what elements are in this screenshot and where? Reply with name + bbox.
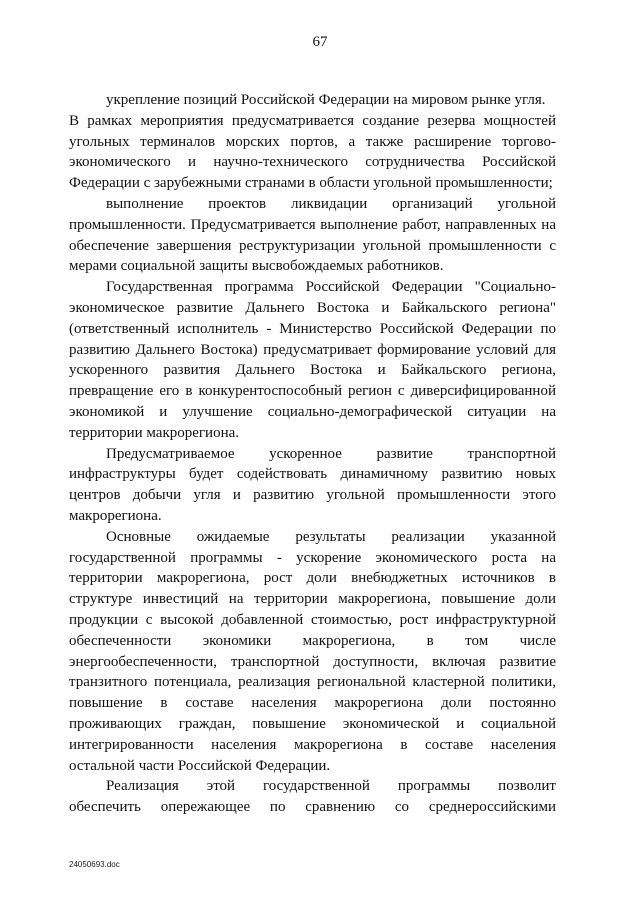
paragraph [69,776,556,818]
text-line: продукции с высокой добавленной стоимостью, рост инфраструктурной [69,611,556,628]
text-line: энергообеспеченности, транспортной доступности, включая развитие [69,653,556,670]
text-line: развитию Дальнего Востока) предусматривает формирование условий для [69,341,556,358]
text-line: угольных терминалов морских портов, а также расширение торгово- [69,133,556,150]
text-line: превращение его в конкурентоспособный регион с диверсифицированной [69,383,556,400]
paragraph [69,90,556,194]
text-line: повышение в составе населения макрорегиона доли постоянно [69,695,556,712]
text-line: Федерации с зарубежными странами в области угольной промышленности; [69,175,553,192]
text-line: макрорегиона. [69,507,162,524]
text-line: Государственная программа Российской Федерации "Социально- [106,279,556,296]
paragraph [69,277,556,443]
text-line: территории макрорегиона, рост доли внебюджетных источников в [69,570,556,587]
text-line: структуре инвестиций на территории макрорегиона, повышение доли [69,591,556,608]
text-line: (ответственный исполнитель - Министерство Российской Федерации по [69,320,556,337]
text-line: промышленности. Предусматривается выполнение работ, направленных на [69,216,556,233]
text-line: территории макрорегиона. [69,424,240,441]
text-line: Реализация этой государственной программы позволит [106,778,556,795]
text-line: обеспечить опережающее по сравнению со среднероссийскими [69,799,556,816]
page-number: 67 [312,34,328,50]
text-line: транзитного потенциала, реализация региональной кластерной политики, [69,674,556,691]
text-line: экономикой и улучшение социально-демографической ситуации на [69,403,556,420]
text-line: ускоренного развития Дальнего Востока и Байкальского региона, [69,362,556,379]
text-line: выполнение проектов ликвидации организаций угольной [106,195,556,212]
text-line: интегрированности населения макрорегиона в составе населения [69,736,556,753]
text-line: экономического и научно-технического сотрудничества Российской [69,154,556,171]
text-line: инфраструктуры будет содействовать динамичному развитию новых [69,466,556,483]
text-line: Предусматриваемое ускоренное развитие транспортной [106,445,556,462]
document-footer-filename: 24050693.doc [69,860,120,869]
text-line: Основные ожидаемые результаты реализации указанной [106,528,556,545]
text-line: обеспечение завершения реструктуризации угольной промышленности с [69,237,556,254]
paragraph [69,194,556,277]
text-line: мерами социальной защиты высвобождаемых работников. [69,258,444,275]
text-line: проживающих граждан, повышение экономической и социальной [69,715,556,732]
text-line: государственной программы - ускорение экономического роста на [69,549,556,566]
text-line: экономическое развитие Дальнего Востока и Байкальского региона" [69,299,556,316]
paragraph [69,527,556,777]
text-line: обеспеченности экономики макрорегиона, в том числе [69,632,556,649]
document-body [69,90,556,818]
text-line: В рамках мероприятия предусматривается создание резерва мощностей [69,112,556,129]
text-line: остальной части Российской Федерации. [69,757,331,774]
paragraph [69,444,556,527]
text-line: укрепление позиций Российской Федерации на мировом рынке угля. [106,92,546,108]
text-line: центров добычи угля и развитию угольной промышленности этого [69,487,556,504]
